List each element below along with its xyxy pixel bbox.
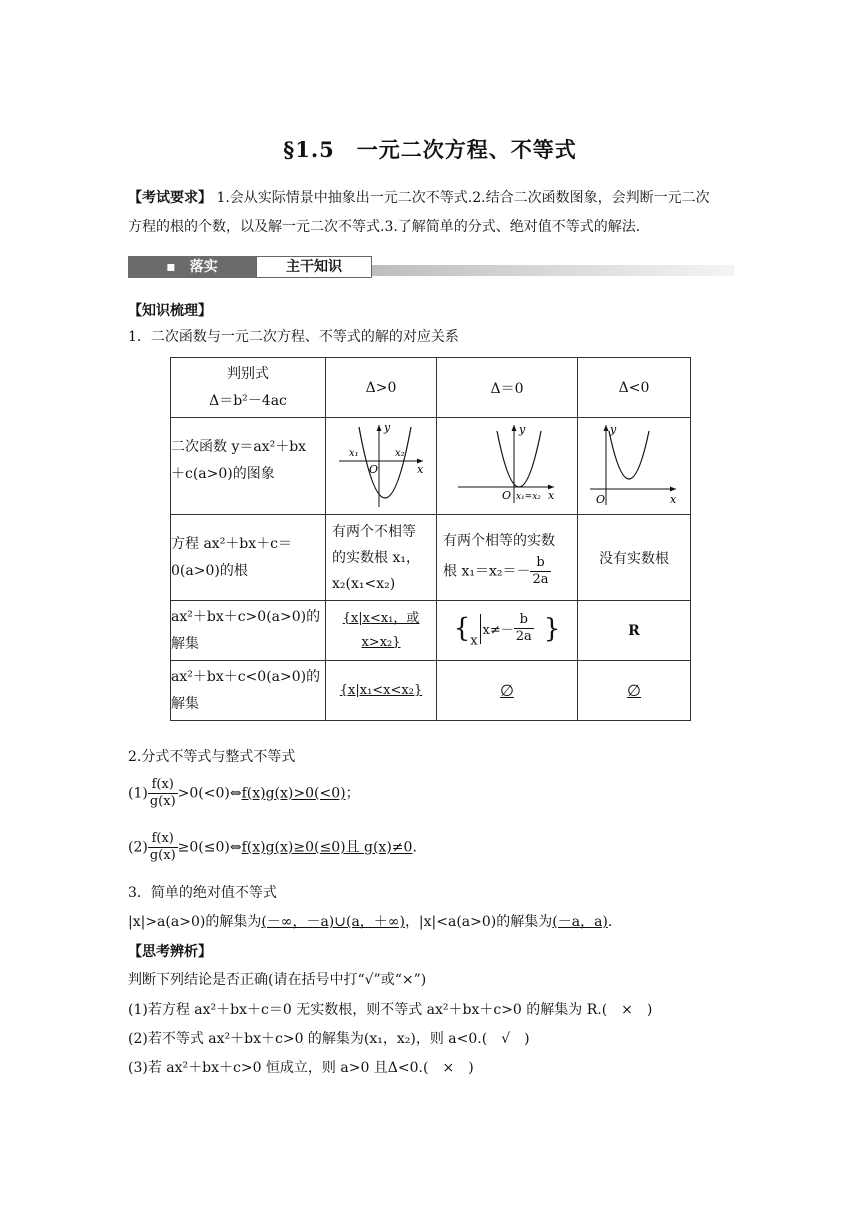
banner-gradient-bar	[372, 265, 734, 276]
lt-delta-zero: ∅	[437, 661, 578, 721]
parabola-one-root-graph	[452, 419, 562, 509]
header-delta-zero: Δ＝0	[437, 358, 578, 418]
header-delta-negative: Δ<0	[578, 358, 691, 418]
section-banner	[128, 256, 734, 278]
table-row	[171, 661, 691, 721]
graph2-x-label: x	[548, 489, 555, 502]
s2-fraction-1: $\frac{f(x)}{g(x)}$	[149, 777, 176, 809]
root-delta-zero: 有两个相等的实数 根 x₁＝x₂＝－ $\frac{b}{2a}$	[437, 515, 578, 601]
graph-delta-negative	[578, 418, 691, 515]
gt-delta-zero: {xx≠－ $\frac{b}{2a}$ }	[437, 601, 578, 661]
gt-fraction: $\frac{b}{2a}$	[515, 612, 532, 645]
graph1-x-label: x	[417, 463, 424, 476]
table-row	[171, 358, 691, 418]
section3-line: |x|>a(a>0)的解集为(－∞，－a)∪(a，＋∞)，|x|<a(a>0)的解集为(－a，a).	[128, 914, 613, 930]
graph3-x-label: x	[670, 493, 677, 506]
section3-heading: 3．简单的绝对值不等式	[128, 885, 277, 901]
requirements-text-2: 方程的根的个数，以及解一元二次不等式.3.了解简单的分式、绝对值不等式的解法.	[128, 219, 641, 235]
graph3-origin-label: O	[596, 493, 606, 506]
root-delta-negative: 没有实数根	[578, 515, 691, 601]
section2-item-2: (2) $\frac{f(x)}{g(x)}$ ≥0(≤0)⇔f(x)g(x)≥0(≤0)且 g(x)≠0.	[128, 831, 417, 863]
section2-heading: 2.分式不等式与整式不等式	[128, 749, 296, 765]
section2-item-1: (1) $\frac{f(x)}{g(x)}$ >0(<0)⇔f(x)g(x)>0(<0)；	[128, 777, 360, 809]
root-delta-positive: 有两个不相等 的实数根 x₁， x₂(x₁<x₂)	[326, 515, 437, 601]
thinking-q2: (2)若不等式 ax²＋bx＋c>0 的解集为(x₁，x₂)，则 a<0.( √ )	[128, 1031, 530, 1047]
gt-delta-negative: R	[578, 601, 691, 661]
relation-table	[170, 357, 691, 721]
page-title: §1.5 一元二次方程、不等式	[283, 137, 577, 162]
parabola-no-root-graph	[584, 419, 684, 509]
requirements-label: 【考试要求】	[128, 190, 212, 206]
root-fraction: $\frac{b}{2a}$	[532, 554, 549, 587]
graph3-y-label: y	[610, 423, 617, 436]
thinking-q1: (1)若方程 ax²＋bx＋c＝0 无实数根，则不等式 ax²＋bx＋c>0 的解集为 R.( × )	[128, 1002, 653, 1018]
table-row	[171, 418, 691, 515]
banner-box-label: 主干知识	[256, 256, 372, 278]
knowledge-item-1: 1．二次函数与一元二次方程、不等式的解的对应关系	[128, 329, 459, 345]
table-row	[171, 515, 691, 601]
header-delta-positive: Δ>0	[326, 358, 437, 418]
lt-row-label: ax²＋bx＋c<0(a>0)的 解集	[171, 661, 326, 721]
parabola-two-roots-graph	[331, 419, 431, 509]
graph1-x2-label: x₂	[395, 448, 405, 459]
gt-delta-positive: {x|x<x₁，或 x>x₂}	[326, 601, 437, 661]
knowledge-heading: 【知识梳理】	[128, 303, 212, 319]
graph-row-label: 二次函数 y＝ax²＋bx ＋c(a>0)的图象	[171, 418, 326, 515]
graph-delta-positive	[326, 418, 437, 515]
graph2-y-label: y	[519, 423, 526, 436]
thinking-heading: 【思考辨析】	[128, 944, 212, 960]
thinking-intro: 判断下列结论是否正确(请在括号中打“√”或“×”)	[128, 972, 427, 988]
graph1-origin-label: O	[369, 463, 379, 476]
graph1-x1-label: x₁	[349, 448, 359, 459]
graph2-root-label: x₁=x₂	[516, 492, 541, 502]
lt-delta-positive: {x|x₁<x<x₂}	[326, 661, 437, 721]
requirements-text-1: 1.会从实际情景中抽象出一元二次不等式.2.结合二次函数图象，会判断一元二次	[216, 190, 710, 206]
header-discriminant: 判别式 Δ＝b²－4ac	[171, 358, 326, 418]
root-row-label: 方程 ax²＋bx＋c＝ 0(a>0)的根	[171, 515, 326, 601]
lt-delta-negative: ∅	[578, 661, 691, 721]
graph-delta-zero	[437, 418, 578, 515]
banner-dark-label: ▪ 落实	[128, 256, 256, 278]
table-row	[171, 601, 691, 661]
gt-row-label: ax²＋bx＋c>0(a>0)的 解集	[171, 601, 326, 661]
thinking-q3: (3)若 ax²＋bx＋c>0 恒成立，则 a>0 且Δ<0.( × )	[128, 1060, 474, 1076]
s2-fraction-2: $\frac{f(x)}{g(x)}$	[149, 831, 176, 863]
graph1-y-label: y	[384, 421, 391, 434]
graph2-origin-label: O	[502, 489, 512, 502]
exam-requirements	[128, 184, 738, 242]
